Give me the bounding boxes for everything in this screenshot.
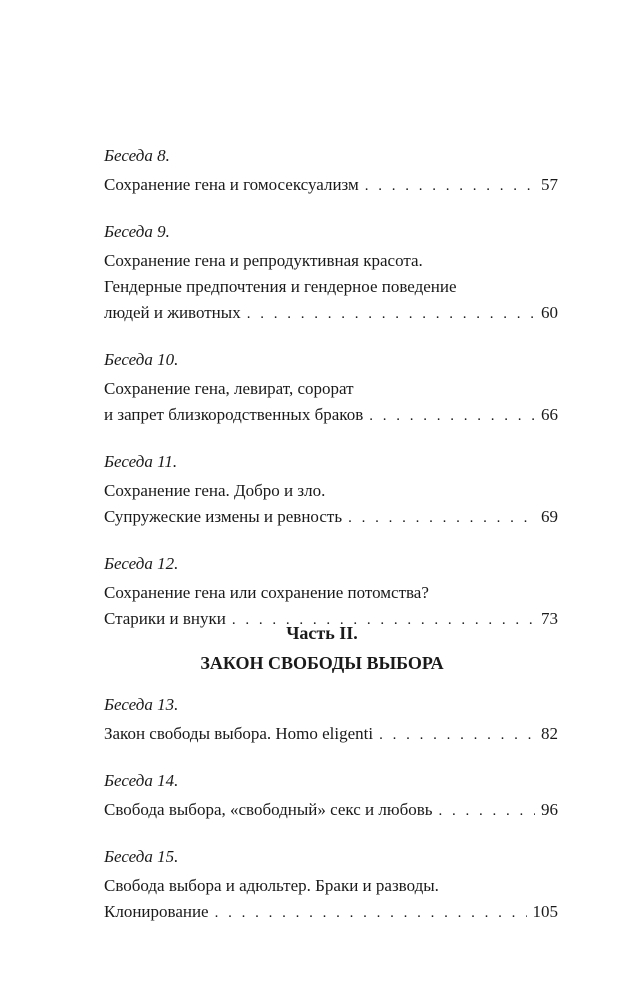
- page-number: 66: [541, 405, 558, 424]
- toc-entry-talk-10: [104, 347, 558, 429]
- entry-title: Свобода выбора, «свободный» секс и любовь: [104, 800, 433, 819]
- toc-entry-talk-15: [104, 844, 558, 926]
- toc-line[interactable]: [104, 721, 558, 748]
- dot-leader: [215, 900, 527, 926]
- talk-number: Беседа 13.: [104, 695, 179, 714]
- toc-entry-talk-9: [104, 219, 558, 327]
- toc-line[interactable]: [104, 402, 558, 429]
- toc-entry-talk-13: [104, 692, 558, 748]
- dot-leader: [365, 173, 535, 199]
- entry-title-line: Гендерные предпочтения и гендерное поведение: [104, 277, 457, 296]
- entry-title-line: Сохранение гена, левират, сорорат: [104, 379, 354, 398]
- entry-title: Старики и внуки: [104, 609, 226, 628]
- toc-line[interactable]: [104, 797, 558, 824]
- toc-line[interactable]: [104, 300, 558, 327]
- talk-number: Беседа 11.: [104, 452, 178, 471]
- dot-leader: [439, 798, 535, 824]
- page-number: 105: [532, 902, 558, 921]
- page-number: 96: [541, 800, 558, 819]
- entry-title: людей и животных: [104, 303, 241, 322]
- dot-leader: [379, 722, 535, 748]
- page-number: 82: [541, 724, 558, 743]
- toc-section-1: [104, 143, 558, 653]
- toc-entry-talk-11: [104, 449, 558, 531]
- page-number: 57: [541, 175, 558, 194]
- toc-line[interactable]: [104, 172, 558, 199]
- part-title: ЗАКОН СВОБОДЫ ВЫБОРА: [200, 653, 444, 673]
- talk-number: Беседа 12.: [104, 554, 179, 573]
- dot-leader: [348, 505, 535, 531]
- toc-section-2: [104, 692, 558, 946]
- dot-leader: [247, 301, 535, 327]
- entry-title-line: Сохранение гена или сохранение потомства?: [104, 583, 429, 602]
- talk-number: Беседа 15.: [104, 847, 179, 866]
- entry-title-line: Сохранение гена и репродуктивная красота.: [104, 251, 423, 270]
- page-number: 73: [541, 609, 558, 628]
- entry-title: Клонирование: [104, 902, 209, 921]
- talk-number: Беседа 10.: [104, 350, 179, 369]
- page-number: 60: [541, 303, 558, 322]
- entry-title-line: Сохранение гена. Добро и зло.: [104, 481, 326, 500]
- entry-title: Супружеские измены и ревность: [104, 507, 343, 526]
- toc-line[interactable]: [104, 899, 558, 926]
- talk-number: Беседа 14.: [104, 771, 179, 790]
- talk-number: Беседа 9.: [104, 222, 170, 241]
- part-label: Часть II.: [286, 623, 358, 643]
- entry-title: Сохранение гена и гомосексуализм: [104, 175, 359, 194]
- talk-number: Беседа 8.: [104, 146, 170, 165]
- entry-title: и запрет близкородственных браков: [104, 405, 364, 424]
- page-number: 69: [541, 507, 558, 526]
- toc-line[interactable]: [104, 504, 558, 531]
- toc-entry-talk-8: [104, 143, 558, 199]
- entry-title: Закон свободы выбора. Homo eligenti: [104, 724, 374, 743]
- toc-entry-talk-14: [104, 768, 558, 824]
- entry-title-line: Свобода выбора и адюльтер. Браки и разводы.: [104, 876, 439, 895]
- dot-leader: [369, 403, 535, 429]
